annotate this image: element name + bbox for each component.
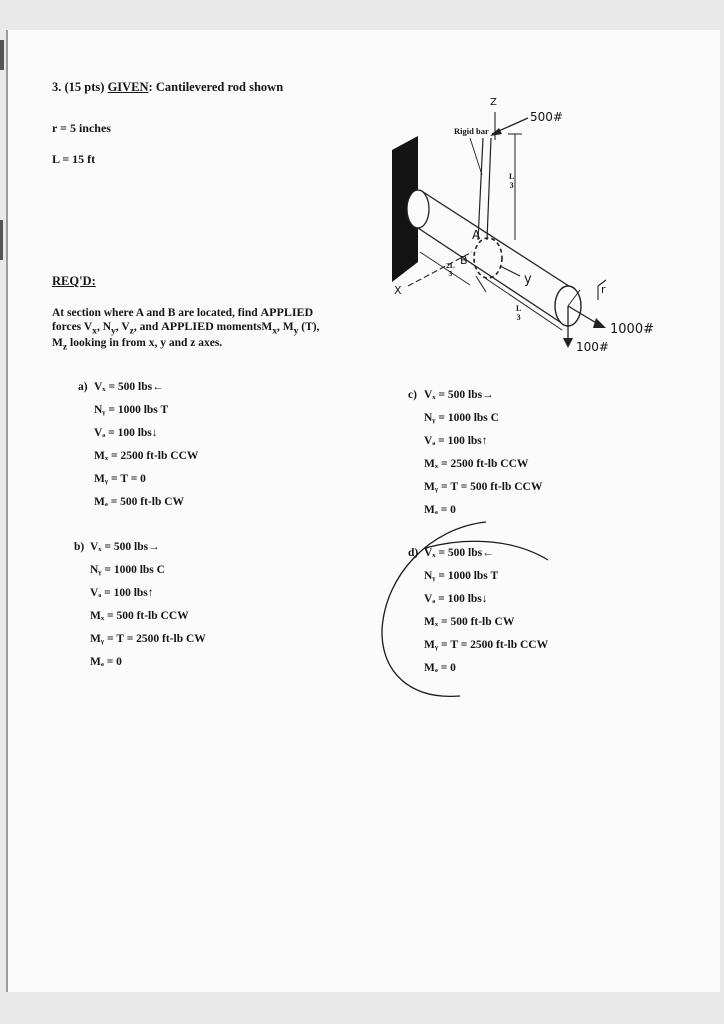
choice-row: [408, 661, 548, 684]
statement-text: forces V: [52, 321, 93, 333]
choice-line: Vₔ = 100 lbs↓: [94, 427, 158, 439]
choice-line: Mᵧ = T = 2500 ft-lb CW: [90, 633, 206, 645]
load-1000-arrowhead: [593, 318, 606, 328]
choice-line: Mₔ = 0: [90, 656, 122, 668]
dim-l3b-bottom: 3: [516, 313, 521, 322]
choice-row: [74, 563, 206, 586]
statement-text: M: [261, 321, 273, 333]
statement-text: , and: [133, 321, 162, 333]
title-text: : Cantilevered rod shown: [148, 80, 284, 94]
statement-text: M: [52, 337, 63, 350]
choice-row: [408, 546, 548, 569]
subscript: z: [129, 325, 134, 337]
choice-row: [74, 609, 206, 632]
rigid-bar-leader: [470, 138, 482, 175]
dim-l3b-label: [516, 304, 521, 322]
rod-top-edge: [420, 190, 575, 290]
rod-fixed-end: [407, 190, 429, 228]
statement-text: , V: [115, 321, 130, 333]
y-axis-label: y: [524, 272, 532, 287]
load-500-label: 500#: [530, 110, 563, 124]
rigid-bar-label: Rigid bar: [454, 126, 489, 136]
choice-line: Mₓ = 2500 ft-lb CCW: [94, 450, 199, 462]
choice-line: Vₔ = 100 lbs↓: [424, 593, 488, 605]
choice-line: Nᵧ = 1000 lbs C: [424, 412, 499, 424]
choice-line: Mᵧ = T = 2500 ft-lb CCW: [424, 639, 549, 651]
section-cut: [474, 238, 502, 278]
choice-row: [408, 434, 542, 457]
choice-letter: d): [408, 547, 419, 559]
choice-row: [78, 449, 198, 472]
load-100-arrowhead: [563, 338, 573, 348]
choice-row: [78, 495, 198, 518]
choice-line: Nᵧ = 1000 lbs T: [94, 404, 169, 416]
choice-letter: a): [78, 381, 88, 393]
load-100-label: 100#: [576, 340, 609, 354]
rigid-bar-right: [487, 138, 491, 240]
choice-line: Vₓ = 500 lbs→: [90, 541, 160, 553]
choice-c[interactable]: [408, 388, 542, 526]
dim-2l3-label: [446, 262, 455, 278]
problem-number: 3.: [52, 80, 62, 94]
choice-row: [74, 586, 206, 609]
dim-l3-top: L: [509, 172, 515, 181]
choice-row: [74, 655, 206, 678]
choice-line: Mₓ = 500 ft-lb CW: [424, 616, 515, 628]
choice-row: [408, 480, 542, 503]
choice-line: Mₔ = 500 ft-lb CW: [94, 496, 185, 508]
dim-2l3-top: 2L: [446, 261, 455, 270]
subscript: y: [293, 325, 299, 337]
choice-row: [74, 540, 206, 563]
choice-line: Mₔ = 0: [424, 662, 456, 674]
dim-l3b-top: L: [516, 304, 522, 313]
subscript: x: [92, 325, 97, 337]
load-500-arrowhead: [490, 128, 502, 136]
dim-2l3-bottom: 3: [448, 269, 453, 278]
choice-row: [408, 503, 542, 526]
y-axis: [500, 266, 520, 276]
load-1000-label: 1000#: [610, 322, 654, 337]
choice-line: Nᵧ = 1000 lbs T: [424, 570, 499, 582]
choice-line: Vₔ = 100 lbs↑: [424, 435, 488, 447]
choice-row: [78, 403, 198, 426]
point-a-label: A: [472, 228, 481, 242]
choice-row: [408, 388, 542, 411]
subscript: y: [111, 325, 116, 337]
choice-row: [408, 615, 548, 638]
statement-caps: APPLIED: [161, 319, 214, 333]
choice-line: Mₓ = 2500 ft-lb CCW: [424, 458, 529, 470]
statement-text: moments: [213, 321, 262, 333]
statement-caps: APPLIED: [260, 305, 314, 319]
subscript: x: [272, 325, 278, 337]
statement-text: looking in from x, y and z axes.: [67, 337, 223, 350]
choice-row: [408, 569, 548, 592]
choice-line: Mₔ = 0: [424, 504, 456, 516]
given-label: GIVEN: [107, 80, 149, 94]
choice-line: Nᵧ = 1000 lbs C: [90, 564, 165, 576]
point-b-label: B: [460, 254, 468, 267]
dim-l3-label: [509, 172, 514, 190]
statement-text: (T),: [298, 321, 320, 333]
choice-row: [78, 472, 198, 495]
choice-letter: c): [408, 389, 417, 401]
subscript: z: [62, 341, 68, 353]
dim-tick: [476, 276, 486, 292]
statement-text: , N: [96, 321, 111, 333]
given-length: L = 15 ft: [52, 152, 96, 166]
problem-points: (15 pts): [64, 80, 105, 94]
choice-line: Mᵧ = T = 0: [94, 473, 146, 485]
choice-line: Mᵧ = T = 500 ft-lb CCW: [424, 481, 543, 493]
given-radius: r = 5 inches: [52, 121, 111, 135]
x-axis-label: X: [394, 284, 402, 297]
choice-row: [408, 457, 542, 480]
statement-text: At section where A and B are located, find: [52, 307, 261, 319]
choice-row: [78, 380, 198, 403]
choice-row: [74, 632, 206, 655]
z-axis-label: Z: [490, 97, 497, 108]
statement-text: , M: [277, 321, 294, 333]
choice-a[interactable]: [78, 380, 198, 518]
choice-row: [78, 426, 198, 449]
choice-letter: b): [74, 541, 85, 553]
choice-row: [408, 411, 542, 434]
rod-bottom-edge: [418, 228, 560, 322]
required-heading: REQ'D:: [52, 274, 96, 288]
choice-b[interactable]: [74, 540, 206, 678]
choice-row: [408, 638, 548, 661]
choice-d[interactable]: [408, 546, 548, 684]
choice-line: Mₓ = 500 ft-lb CCW: [90, 610, 189, 622]
choice-line: Vₓ = 500 lbs←: [94, 381, 164, 393]
choice-line: Vₓ = 500 lbs→: [424, 389, 494, 401]
choice-line: Vₓ = 500 lbs←: [424, 547, 494, 559]
choice-line: Vₔ = 100 lbs↑: [90, 587, 154, 599]
choice-row: [408, 592, 548, 615]
rigid-bar-left: [478, 138, 483, 240]
radius-label: r: [601, 283, 606, 296]
dim-l3-bottom: 3: [509, 181, 514, 190]
